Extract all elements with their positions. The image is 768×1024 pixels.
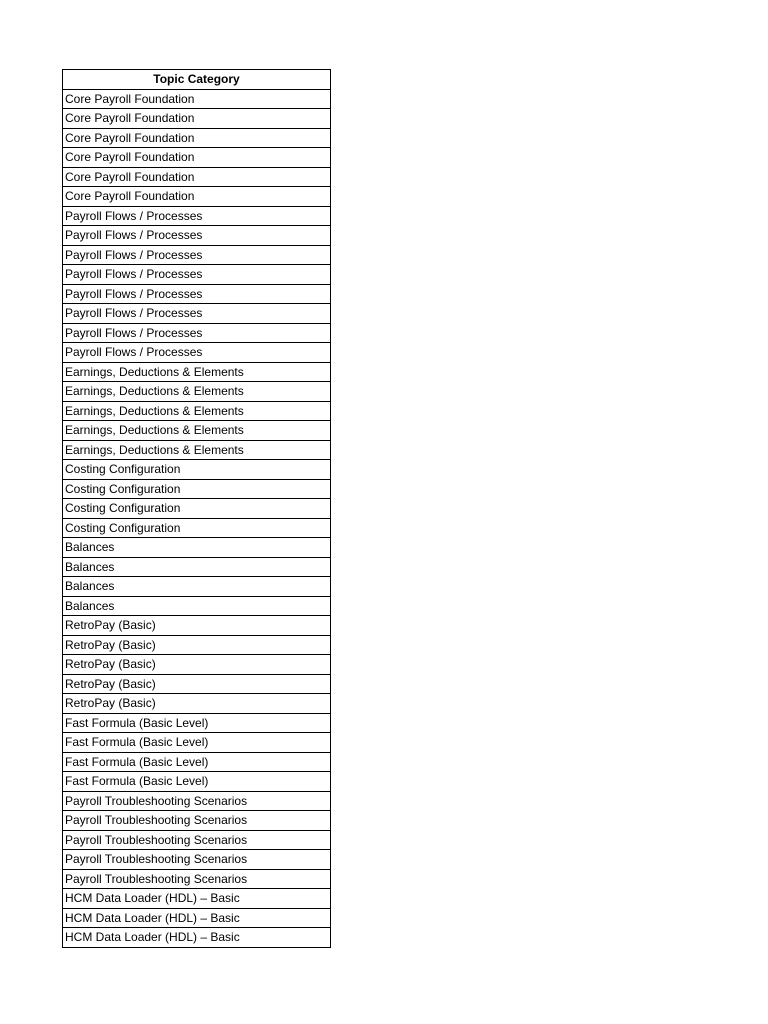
table-row — [63, 635, 331, 655]
table-row — [63, 460, 331, 480]
topic-category-cell: Earnings, Deductions & Elements — [63, 382, 331, 402]
table-row — [63, 733, 331, 753]
table-row — [63, 811, 331, 831]
table-row — [63, 772, 331, 792]
table-row — [63, 479, 331, 499]
table-row — [63, 694, 331, 714]
topic-category-cell: Payroll Flows / Processes — [63, 323, 331, 343]
topic-category-cell: RetroPay (Basic) — [63, 655, 331, 675]
topic-category-cell: HCM Data Loader (HDL) – Basic — [63, 889, 331, 909]
table-row — [63, 674, 331, 694]
table-row — [63, 869, 331, 889]
topic-category-cell: Payroll Flows / Processes — [63, 304, 331, 324]
table-row — [63, 577, 331, 597]
table-row — [63, 245, 331, 265]
table-row — [63, 830, 331, 850]
table-row — [63, 206, 331, 226]
table-row — [63, 343, 331, 363]
table-row — [63, 401, 331, 421]
table-row — [63, 616, 331, 636]
table-row — [63, 928, 331, 948]
topic-category-cell: Costing Configuration — [63, 479, 331, 499]
topic-category-cell: Earnings, Deductions & Elements — [63, 362, 331, 382]
topic-category-cell: Fast Formula (Basic Level) — [63, 733, 331, 753]
table-row — [63, 655, 331, 675]
topic-category-table — [62, 69, 331, 948]
table-row — [63, 362, 331, 382]
topic-category-cell: Core Payroll Foundation — [63, 109, 331, 129]
topic-category-cell: Balances — [63, 538, 331, 558]
table-row — [63, 421, 331, 441]
table-row — [63, 908, 331, 928]
table-row — [63, 518, 331, 538]
topic-category-cell: Earnings, Deductions & Elements — [63, 440, 331, 460]
topic-category-cell: Payroll Troubleshooting Scenarios — [63, 811, 331, 831]
table-row — [63, 752, 331, 772]
table-row — [63, 538, 331, 558]
table-row — [63, 89, 331, 109]
table-header-row — [63, 70, 331, 90]
topic-category-cell: HCM Data Loader (HDL) – Basic — [63, 928, 331, 948]
table-row — [63, 284, 331, 304]
topic-category-cell: Balances — [63, 557, 331, 577]
table-row — [63, 713, 331, 733]
topic-category-cell: Payroll Flows / Processes — [63, 226, 331, 246]
topic-category-cell: Fast Formula (Basic Level) — [63, 772, 331, 792]
table-row — [63, 889, 331, 909]
table-body — [63, 89, 331, 947]
table-row — [63, 226, 331, 246]
topic-category-cell: Payroll Troubleshooting Scenarios — [63, 869, 331, 889]
table-row — [63, 791, 331, 811]
topic-category-cell: Core Payroll Foundation — [63, 167, 331, 187]
topic-category-cell: Payroll Troubleshooting Scenarios — [63, 850, 331, 870]
topic-category-cell: Core Payroll Foundation — [63, 128, 331, 148]
table-row — [63, 304, 331, 324]
topic-category-cell: Payroll Troubleshooting Scenarios — [63, 791, 331, 811]
table-row — [63, 148, 331, 168]
topic-category-cell: Payroll Flows / Processes — [63, 284, 331, 304]
topic-category-cell: Payroll Flows / Processes — [63, 343, 331, 363]
table-row — [63, 167, 331, 187]
table-row — [63, 323, 331, 343]
table-row — [63, 382, 331, 402]
topic-category-cell: Core Payroll Foundation — [63, 89, 331, 109]
table-row — [63, 187, 331, 207]
table-row — [63, 128, 331, 148]
topic-category-cell: RetroPay (Basic) — [63, 616, 331, 636]
topic-category-cell: RetroPay (Basic) — [63, 674, 331, 694]
topic-category-sheet — [62, 69, 331, 948]
table-row — [63, 109, 331, 129]
table-row — [63, 596, 331, 616]
table-row — [63, 557, 331, 577]
topic-category-cell: Core Payroll Foundation — [63, 148, 331, 168]
topic-category-cell: Balances — [63, 596, 331, 616]
topic-category-cell: Costing Configuration — [63, 460, 331, 480]
topic-category-cell: Payroll Flows / Processes — [63, 245, 331, 265]
topic-category-cell: Earnings, Deductions & Elements — [63, 421, 331, 441]
topic-category-cell: Balances — [63, 577, 331, 597]
topic-category-cell: Payroll Flows / Processes — [63, 206, 331, 226]
topic-category-cell: Fast Formula (Basic Level) — [63, 752, 331, 772]
topic-category-cell: RetroPay (Basic) — [63, 635, 331, 655]
topic-category-cell: Fast Formula (Basic Level) — [63, 713, 331, 733]
topic-category-cell: RetroPay (Basic) — [63, 694, 331, 714]
topic-category-cell: Costing Configuration — [63, 499, 331, 519]
topic-category-cell: Payroll Flows / Processes — [63, 265, 331, 285]
table-row — [63, 440, 331, 460]
table-row — [63, 850, 331, 870]
topic-category-cell: HCM Data Loader (HDL) – Basic — [63, 908, 331, 928]
column-header-topic-category: Topic Category — [63, 70, 331, 90]
topic-category-cell: Costing Configuration — [63, 518, 331, 538]
topic-category-cell: Earnings, Deductions & Elements — [63, 401, 331, 421]
table-row — [63, 265, 331, 285]
topic-category-cell: Core Payroll Foundation — [63, 187, 331, 207]
table-row — [63, 499, 331, 519]
topic-category-cell: Payroll Troubleshooting Scenarios — [63, 830, 331, 850]
